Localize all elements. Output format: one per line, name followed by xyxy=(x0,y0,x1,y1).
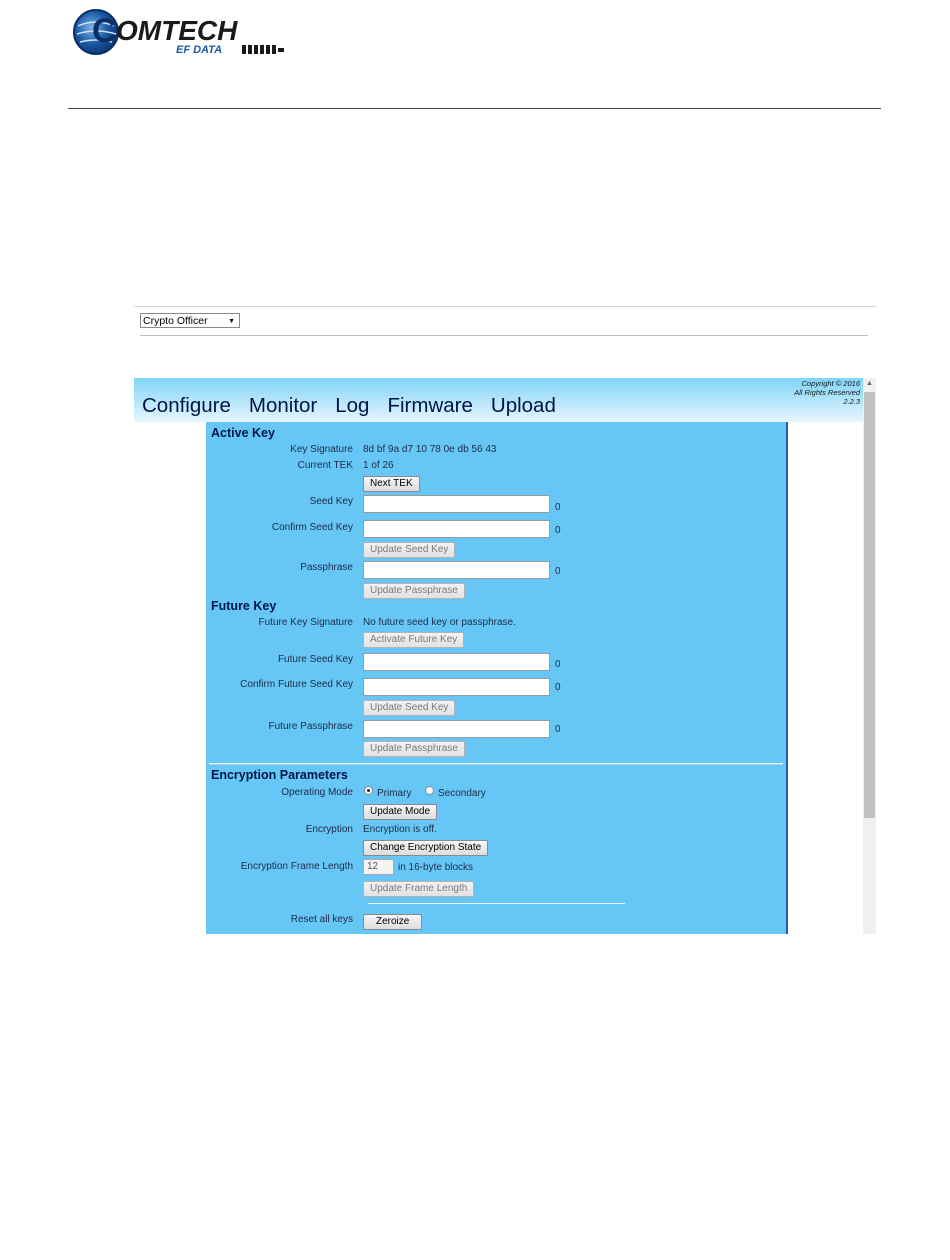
copyright-line: Copyright © 2016 xyxy=(801,379,860,388)
update-passphrase-button[interactable]: Update Passphrase xyxy=(363,583,465,599)
version-line: 2.2.3 xyxy=(843,397,860,406)
encryption-label: Encryption xyxy=(305,824,353,835)
mode-secondary-radio[interactable] xyxy=(425,786,434,795)
passphrase-label: Passphrase xyxy=(300,562,353,573)
mode-primary-radio[interactable] xyxy=(364,786,373,795)
toolbar-divider-bottom xyxy=(140,335,868,336)
future-key-signature-value: No future seed key or passphrase. xyxy=(363,617,516,628)
nav-upload[interactable]: Upload xyxy=(490,394,556,417)
seed-key-count: 0 xyxy=(555,502,561,513)
role-select-value: Crypto Officer xyxy=(143,315,208,327)
confirm-future-seed-key-label: Confirm Future Seed Key xyxy=(240,679,353,690)
current-tek-value: 1 of 26 xyxy=(363,460,394,471)
svg-text:OMTECH: OMTECH xyxy=(116,15,238,46)
confirm-future-seed-key-count: 0 xyxy=(555,682,561,693)
seed-key-label: Seed Key xyxy=(309,496,353,507)
nav-configure[interactable]: Configure xyxy=(142,394,231,417)
seed-key-input[interactable] xyxy=(363,495,550,513)
section-divider xyxy=(209,763,783,765)
frame-length-input[interactable]: 12 xyxy=(363,859,394,875)
app-header xyxy=(134,378,863,422)
header-rule xyxy=(68,108,881,109)
update-mode-button[interactable]: Update Mode xyxy=(363,804,437,820)
future-passphrase-count: 0 xyxy=(555,724,561,735)
nav-monitor[interactable]: Monitor xyxy=(248,394,318,417)
frame-length-label: Encryption Frame Length xyxy=(240,861,353,872)
toolbar-divider-top xyxy=(134,306,876,307)
future-update-passphrase-button[interactable]: Update Passphrase xyxy=(363,741,465,757)
future-seed-key-input[interactable] xyxy=(363,653,550,671)
passphrase-input[interactable] xyxy=(363,561,550,579)
crypto-panel xyxy=(206,422,788,934)
update-seed-key-button[interactable]: Update Seed Key xyxy=(363,542,455,558)
web-ui-screenshot xyxy=(134,306,876,934)
rights-line: All Rights Reserved xyxy=(794,388,860,397)
dropdown-arrow-icon: ▼ xyxy=(228,318,235,325)
svg-text:C: C xyxy=(92,12,117,50)
scroll-up-icon[interactable]: ▲ xyxy=(866,380,873,387)
copyright-notice xyxy=(794,379,860,406)
vertical-scrollbar[interactable] xyxy=(863,378,876,934)
future-key-signature-label: Future Key Signature xyxy=(258,617,353,628)
update-frame-length-button[interactable]: Update Frame Length xyxy=(363,881,474,897)
app-window xyxy=(134,378,876,934)
change-encryption-state-button[interactable]: Change Encryption State xyxy=(363,840,488,856)
mode-primary-label: Primary xyxy=(377,788,412,799)
zeroize-button[interactable]: Zeroize xyxy=(363,914,422,930)
encryption-state-value: Encryption is off. xyxy=(363,824,437,835)
confirm-seed-key-label: Confirm Seed Key xyxy=(271,522,353,533)
nav-log[interactable]: Log xyxy=(335,394,370,417)
role-select[interactable] xyxy=(140,313,240,328)
confirm-seed-key-input[interactable] xyxy=(363,520,550,538)
main-nav xyxy=(142,394,556,418)
mode-secondary-label: Secondary xyxy=(438,788,486,799)
current-tek-label: Current TEK xyxy=(297,460,353,471)
key-signature-label: Key Signature xyxy=(290,444,353,455)
key-signature-value: 8d bf 9a d7 10 78 0e db 56 43 xyxy=(363,444,497,455)
svg-text:EF DATA: EF DATA xyxy=(176,44,223,56)
confirm-future-seed-key-input[interactable] xyxy=(363,678,550,696)
passphrase-count: 0 xyxy=(555,566,561,577)
future-update-seed-key-button[interactable]: Update Seed Key xyxy=(363,700,455,716)
future-passphrase-label: Future Passphrase xyxy=(268,721,353,732)
future-seed-key-count: 0 xyxy=(555,659,561,670)
scroll-thumb[interactable] xyxy=(864,392,875,818)
next-tek-button[interactable]: Next TEK xyxy=(363,476,420,492)
frame-length-unit: in 16-byte blocks xyxy=(398,862,474,873)
future-passphrase-input[interactable] xyxy=(363,720,550,738)
future-seed-key-label: Future Seed Key xyxy=(277,654,353,665)
reset-divider xyxy=(368,903,625,904)
operating-mode-label: Operating Mode xyxy=(281,787,353,798)
active-key-title: Active Key xyxy=(211,426,275,440)
confirm-seed-key-count: 0 xyxy=(555,525,561,536)
nav-firmware[interactable]: Firmware xyxy=(387,394,473,417)
comtech-logo xyxy=(72,6,302,58)
future-key-title: Future Key xyxy=(211,599,277,613)
activate-future-key-button[interactable]: Activate Future Key xyxy=(363,632,464,648)
reset-all-keys-label: Reset all keys xyxy=(290,914,353,925)
encryption-parameters-title: Encryption Parameters xyxy=(211,768,348,782)
